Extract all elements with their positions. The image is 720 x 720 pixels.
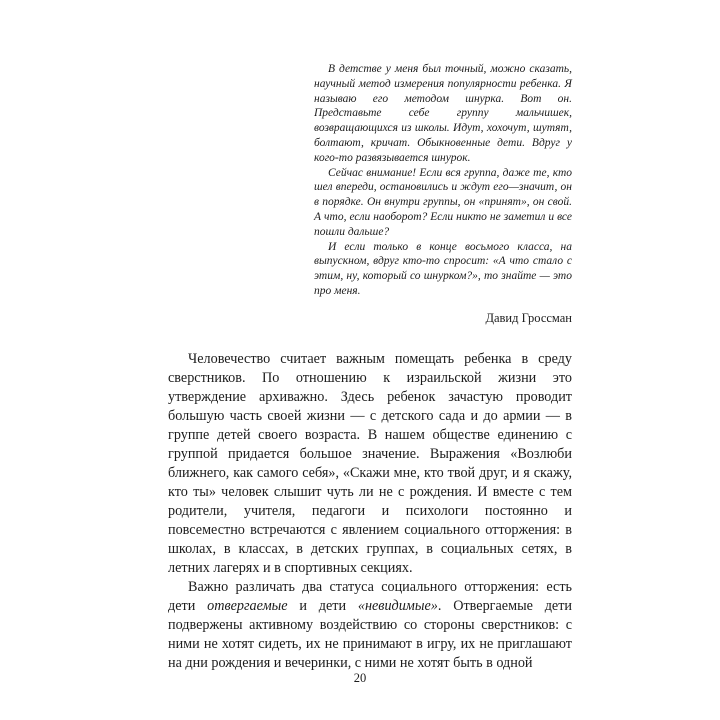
text-column <box>168 62 572 673</box>
epigraph <box>314 62 572 299</box>
plain-text: . Отвергаемые дети подвержены активному воздействию со стороны сверстников: с ними не хотят сидеть, их не принимают в игру, их не приглашают на дни рождения и вечеринки, с ними не хотят быть в одной <box>168 597 573 671</box>
emphasized-text: «невидимые» <box>357 597 438 614</box>
epigraph-paragraph: И если только в конце восьмого класса, на выпускном, вдруг кто-то спросит: «А что стало с этим, ну, который со шнурком?», то знайте — это про меня. <box>314 240 572 297</box>
epigraph-paragraph: Сейчас внимание! Если вся группа, даже те, кто шел впереди, остановились и ждут его—значит, он в порядке. Он внутри группы, он «принят», он свой. А что, если наоборот? Если никто не заметил и все пошли дальше? <box>314 166 572 238</box>
plain-text: Человечество считает важным помещать ребенка в среду сверстников. По отношению к израильской жизни это утверждение архиважно. Здесь ребенок зачастую проводит большую часть своей жизни — с детского сада и до армии — в группе детей своего возраста. В нашем обществе единению с группой придается большое значение. Выражения «Возлюби ближнего, как самого себя», «Скажи мне, кто твой друг, и я скажу, кто ты» человек слышит чуть ли не с рождения. И вместе с тем родители, учителя, педагоги и психологи постоянно и повсеместно встречаются с явлением социального отторжения: в школах, в классах, в детских группах, в социальных сетях, в летних лагерях и в спортивных секциях. <box>168 350 572 576</box>
body-paragraph <box>168 578 572 673</box>
epigraph-paragraph: В детстве у меня был точный, можно сказать, научный метод измерения популярности ребенка. Я называю его методом шнурка. Вот он. Представьте себе группу мальчишек, возвращающихся из школы. Идут, хохочут, шутят, болтают, кричат. Обыкновенные дети. Вдруг у кого-то развязывается шнурок. <box>314 63 572 164</box>
body-text <box>168 350 572 673</box>
page-number: 20 <box>353 671 367 685</box>
plain-text: Важно различать два статуса социального отторжения: есть дети <box>168 578 572 614</box>
emphasized-text: отвергаемые <box>207 597 288 614</box>
plain-text: и дети <box>287 597 358 614</box>
body-paragraph <box>168 350 572 578</box>
epigraph-attribution: Давид Гроссман <box>485 310 572 325</box>
